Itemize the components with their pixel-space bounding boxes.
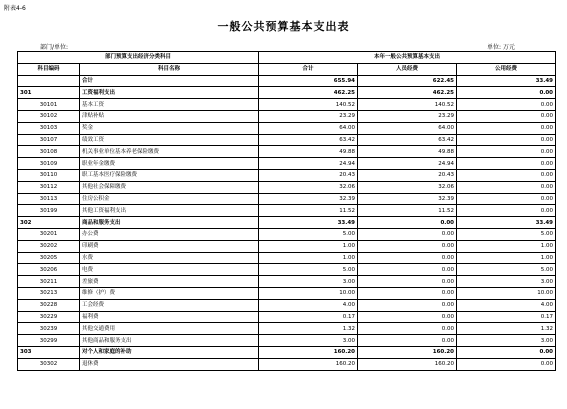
row-code: 30107 [18, 134, 80, 146]
row-personnel: 23.29 [358, 110, 457, 122]
row-public: 0.00 [457, 146, 556, 158]
total-code [18, 75, 80, 87]
row-public: 3.00 [457, 335, 556, 347]
row-code: 30211 [18, 276, 80, 288]
table-row [18, 311, 556, 323]
row-name: 维修（护）费 [80, 287, 259, 299]
row-total: 64.00 [259, 122, 358, 134]
total-label: 合计 [80, 75, 259, 87]
row-name: 奖金 [80, 122, 259, 134]
row-personnel: 0.00 [358, 299, 457, 311]
row-name: 机关事业单位基本养老保险缴费 [80, 146, 259, 158]
row-public: 1.32 [457, 323, 556, 335]
row-total: 49.88 [259, 146, 358, 158]
row-public: 0.00 [457, 358, 556, 370]
row-code: 30109 [18, 158, 80, 170]
row-total: 24.94 [259, 158, 358, 170]
table-row [18, 323, 556, 335]
row-public: 0.00 [457, 110, 556, 122]
header-column-row [18, 63, 556, 75]
row-total: 5.00 [259, 264, 358, 276]
table-row [18, 264, 556, 276]
row-code: 30108 [18, 146, 80, 158]
row-name: 其他社会保障缴费 [80, 181, 259, 193]
row-total: 3.00 [259, 335, 358, 347]
row-total: 1.32 [259, 323, 358, 335]
row-code: 30201 [18, 228, 80, 240]
row-public: 1.00 [457, 240, 556, 252]
total-total: 655.94 [259, 75, 358, 87]
table-row [18, 110, 556, 122]
row-personnel: 20.43 [358, 169, 457, 181]
row-total: 5.00 [259, 228, 358, 240]
row-code: 30239 [18, 323, 80, 335]
unit-label: 单位: 万元 [487, 44, 515, 51]
row-code: 30103 [18, 122, 80, 134]
table-row [18, 205, 556, 217]
table-row [18, 276, 556, 288]
row-personnel: 64.00 [358, 122, 457, 134]
row-code: 30206 [18, 264, 80, 276]
department-label: 部门/单位: [40, 44, 69, 51]
row-name: 绩效工资 [80, 134, 259, 146]
row-total: 11.52 [259, 205, 358, 217]
row-total: 160.20 [259, 358, 358, 370]
row-personnel: 160.20 [358, 346, 457, 358]
table-row [18, 99, 556, 111]
header-group-left: 部门预算支出经济分类科目 [18, 52, 259, 64]
row-name: 商品和服务支出 [80, 217, 259, 229]
row-code: 30205 [18, 252, 80, 264]
row-total: 4.00 [259, 299, 358, 311]
row-public: 0.00 [457, 134, 556, 146]
row-name: 办公费 [80, 228, 259, 240]
row-code: 30113 [18, 193, 80, 205]
header-public: 公用经费 [457, 63, 556, 75]
row-personnel: 49.88 [358, 146, 457, 158]
row-personnel: 0.00 [358, 264, 457, 276]
total-personnel: 622.45 [358, 75, 457, 87]
table-row [18, 87, 556, 99]
row-public: 5.00 [457, 264, 556, 276]
row-name: 差旅费 [80, 276, 259, 288]
table-row [18, 217, 556, 229]
row-personnel: 140.52 [358, 99, 457, 111]
row-personnel: 32.39 [358, 193, 457, 205]
row-public: 33.49 [457, 217, 556, 229]
row-name: 津贴补贴 [80, 110, 259, 122]
row-name: 福利费 [80, 311, 259, 323]
row-name: 职工基本医疗保险缴费 [80, 169, 259, 181]
row-personnel: 0.00 [358, 335, 457, 347]
row-code: 303 [18, 346, 80, 358]
row-personnel: 63.42 [358, 134, 457, 146]
row-total: 32.06 [259, 181, 358, 193]
row-code: 30302 [18, 358, 80, 370]
row-public: 1.00 [457, 252, 556, 264]
row-total: 1.00 [259, 252, 358, 264]
row-code: 30102 [18, 110, 80, 122]
row-public: 3.00 [457, 276, 556, 288]
row-personnel: 24.94 [358, 158, 457, 170]
row-public: 0.00 [457, 158, 556, 170]
total-row [18, 75, 556, 87]
row-personnel: 11.52 [358, 205, 457, 217]
row-personnel: 0.00 [358, 323, 457, 335]
table-row [18, 287, 556, 299]
row-total: 20.43 [259, 169, 358, 181]
table-row [18, 228, 556, 240]
row-personnel: 0.00 [358, 228, 457, 240]
table-row [18, 299, 556, 311]
header-name: 科目名称 [80, 63, 259, 75]
row-public: 5.00 [457, 228, 556, 240]
row-code: 30112 [18, 181, 80, 193]
row-public: 0.00 [457, 193, 556, 205]
row-name: 电费 [80, 264, 259, 276]
row-code: 30228 [18, 299, 80, 311]
row-public: 0.00 [457, 205, 556, 217]
row-personnel: 0.00 [358, 240, 457, 252]
row-total: 33.49 [259, 217, 358, 229]
row-name: 退休费 [80, 358, 259, 370]
row-code: 302 [18, 217, 80, 229]
row-personnel: 160.20 [358, 358, 457, 370]
row-name: 其他工资福利支出 [80, 205, 259, 217]
row-public: 4.00 [457, 299, 556, 311]
page-title: 一般公共预算基本支出表 [217, 20, 350, 33]
row-public: 0.17 [457, 311, 556, 323]
table-row [18, 335, 556, 347]
row-name: 工会经费 [80, 299, 259, 311]
table-row [18, 346, 556, 358]
row-name: 对个人和家庭的补助 [80, 346, 259, 358]
header-group-row [18, 52, 556, 64]
row-name: 水费 [80, 252, 259, 264]
row-name: 印刷费 [80, 240, 259, 252]
row-total: 32.39 [259, 193, 358, 205]
row-personnel: 0.00 [358, 287, 457, 299]
row-total: 23.29 [259, 110, 358, 122]
table-row [18, 181, 556, 193]
row-name: 工资福利支出 [80, 87, 259, 99]
row-name: 其他商品和服务支出 [80, 335, 259, 347]
row-code: 30229 [18, 311, 80, 323]
row-total: 0.17 [259, 311, 358, 323]
row-name: 基本工资 [80, 99, 259, 111]
row-personnel: 0.00 [358, 276, 457, 288]
row-code: 30101 [18, 99, 80, 111]
row-public: 0.00 [457, 346, 556, 358]
row-total: 462.25 [259, 87, 358, 99]
row-public: 10.00 [457, 287, 556, 299]
row-code: 30202 [18, 240, 80, 252]
row-public: 0.00 [457, 181, 556, 193]
document-code: 附表4-6 [4, 5, 26, 12]
table-row [18, 134, 556, 146]
table-row [18, 358, 556, 370]
table-row [18, 240, 556, 252]
table-row [18, 158, 556, 170]
row-public: 0.00 [457, 87, 556, 99]
row-name: 其他交通费用 [80, 323, 259, 335]
row-code: 30299 [18, 335, 80, 347]
header-total: 合计 [259, 63, 358, 75]
table-row [18, 252, 556, 264]
row-code: 30213 [18, 287, 80, 299]
row-personnel: 0.00 [358, 252, 457, 264]
row-name: 职业年金缴费 [80, 158, 259, 170]
row-total: 1.00 [259, 240, 358, 252]
row-code: 301 [18, 87, 80, 99]
row-public: 0.00 [457, 122, 556, 134]
row-total: 140.52 [259, 99, 358, 111]
row-public: 0.00 [457, 99, 556, 111]
row-personnel: 0.00 [358, 217, 457, 229]
row-personnel: 0.00 [358, 311, 457, 323]
row-code: 30199 [18, 205, 80, 217]
table-row [18, 193, 556, 205]
table-row [18, 146, 556, 158]
row-total: 160.20 [259, 346, 358, 358]
row-public: 0.00 [457, 169, 556, 181]
row-total: 3.00 [259, 276, 358, 288]
row-name: 住房公积金 [80, 193, 259, 205]
row-total: 10.00 [259, 287, 358, 299]
row-total: 63.42 [259, 134, 358, 146]
row-code: 30110 [18, 169, 80, 181]
header-group-right: 本年一般公共预算基本支出 [259, 52, 556, 64]
header-personnel: 人员经费 [358, 63, 457, 75]
row-personnel: 462.25 [358, 87, 457, 99]
total-public: 33.49 [457, 75, 556, 87]
expenditure-table [17, 51, 556, 371]
header-code: 科目编码 [18, 63, 80, 75]
row-personnel: 32.06 [358, 181, 457, 193]
table-row [18, 169, 556, 181]
table-row [18, 122, 556, 134]
